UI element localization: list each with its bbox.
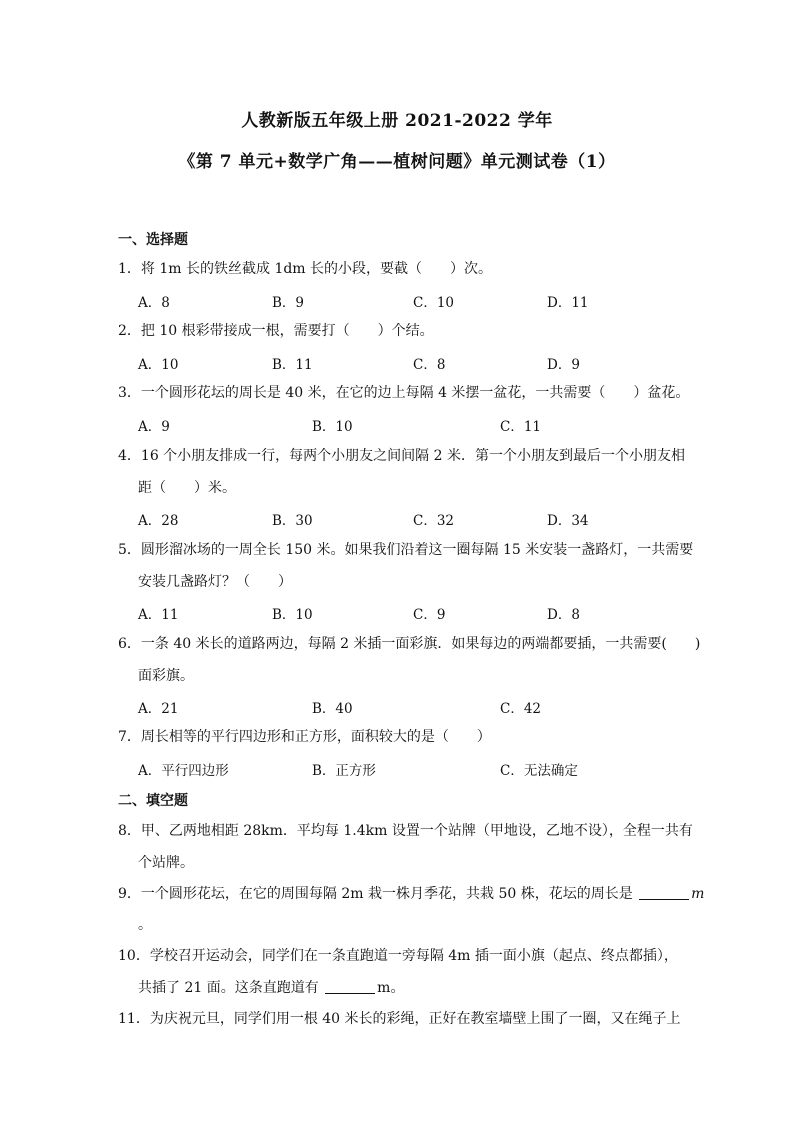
q6-option-c[interactable]: C．42 [500, 701, 542, 717]
question-11: 11．为庆祝元旦，同学们用一根 40 米长的彩绳，正好在教室墙壁上围了一圈，又在绳子上 [118, 1011, 681, 1027]
section-heading-choice: 一、选择题 [118, 232, 188, 248]
q10-unit: m。 [377, 980, 405, 996]
question-9-continued: 。 [138, 917, 152, 933]
q1-option-d[interactable]: D．11 [547, 295, 589, 311]
question-4: 4．16 个小朋友排成一行，每两个小朋友之间间隔 2 米．第一个小朋友到最后一个小朋友相 [118, 448, 685, 464]
q7-option-a[interactable]: A．平行四边形 [138, 763, 229, 779]
q4-option-b[interactable]: B．30 [272, 513, 313, 529]
question-9 [118, 884, 705, 904]
q4-option-a[interactable]: A．28 [138, 513, 179, 529]
q3-option-c[interactable]: C．11 [500, 419, 542, 435]
q10-answer-blank[interactable] [325, 979, 375, 994]
question-5: 5．圆形溜冰场的一周全长 150 米。如果我们沿着这一圈每隔 15 米安装一盏路灯，一共需要 [118, 542, 694, 558]
q5-option-d[interactable]: D．8 [547, 607, 580, 623]
question-10-continued-text: 共插了 21 面。这条直跑道有 [138, 980, 319, 996]
q7-option-c[interactable]: C．无法确定 [500, 763, 578, 779]
q6-option-a[interactable]: A．21 [138, 701, 179, 717]
question-7: 7．周长相等的平行四边形和正方形，面积较大的是（ ） [118, 729, 491, 745]
section-heading-fill: 二、填空题 [118, 793, 188, 809]
question-5-continued: 安装几盏路灯？（ ） [138, 574, 292, 590]
question-1: 1．将 1m 长的铁丝截成 1dm 长的小段，要截（ ）次。 [118, 261, 493, 277]
question-4-continued: 距（ ）米。 [138, 480, 236, 496]
question-6-continued: 面彩旗。 [138, 668, 194, 684]
q2-option-d[interactable]: D．9 [547, 357, 580, 373]
page-title: 人教新版五年级上册 2021-2022 学年 [241, 111, 553, 131]
q7-option-b[interactable]: B．正方形 [312, 763, 376, 779]
question-10: 10．学校召开运动会，同学们在一条直跑道一旁每隔 4m 插一面小旗（起点、终点都插）， [118, 948, 678, 964]
q5-option-a[interactable]: A．11 [138, 607, 179, 623]
question-8-continued [138, 852, 194, 872]
q1-option-a[interactable]: A．8 [138, 295, 170, 311]
q1-option-b[interactable]: B．9 [272, 295, 305, 311]
question-3: 3．一个圆形花坛的周长是 40 米，在它的边上每隔 4 米摆一盆花，一共需要（ ）盆花。 [118, 385, 690, 401]
q4-option-c[interactable]: C．32 [413, 513, 455, 529]
q1-option-c[interactable]: C．10 [413, 295, 455, 311]
page-subtitle: 《第 7 单元+数学广角——植树问题》单元测试卷（1） [178, 152, 616, 172]
q9-answer-blank[interactable] [639, 885, 689, 900]
question-8-continued-text: 个站牌。 [138, 855, 194, 871]
q2-option-c[interactable]: C．8 [413, 357, 446, 373]
question-8: 8．甲、乙两地相距 28km．平均每 1.4km 设置一个站牌（甲地设，乙地不设），全程一共有 [118, 823, 693, 839]
q5-option-b[interactable]: B．10 [272, 607, 313, 623]
question-2: 2．把 10 根彩带接成一根，需要打（ ）个结。 [118, 323, 434, 339]
q9-unit: m [691, 886, 705, 902]
q2-option-a[interactable]: A．10 [138, 357, 179, 373]
q6-option-b[interactable]: B．40 [312, 701, 353, 717]
q3-option-a[interactable]: A．9 [138, 419, 170, 435]
q3-option-b[interactable]: B．10 [312, 419, 353, 435]
question-9-text: 9．一个圆形花坛，在它的周围每隔 2m 栽一株月季花，共栽 50 株，花坛的周长是 [118, 886, 633, 902]
q4-option-d[interactable]: D．34 [547, 513, 589, 529]
q2-option-b[interactable]: B．11 [272, 357, 313, 373]
question-10-continued [138, 977, 404, 997]
q5-option-c[interactable]: C．9 [413, 607, 446, 623]
question-6: 6．一条 40 米长的道路两边，每隔 2 米插一面彩旗．如果每边的两端都要插，一共需要( ) [118, 636, 701, 652]
